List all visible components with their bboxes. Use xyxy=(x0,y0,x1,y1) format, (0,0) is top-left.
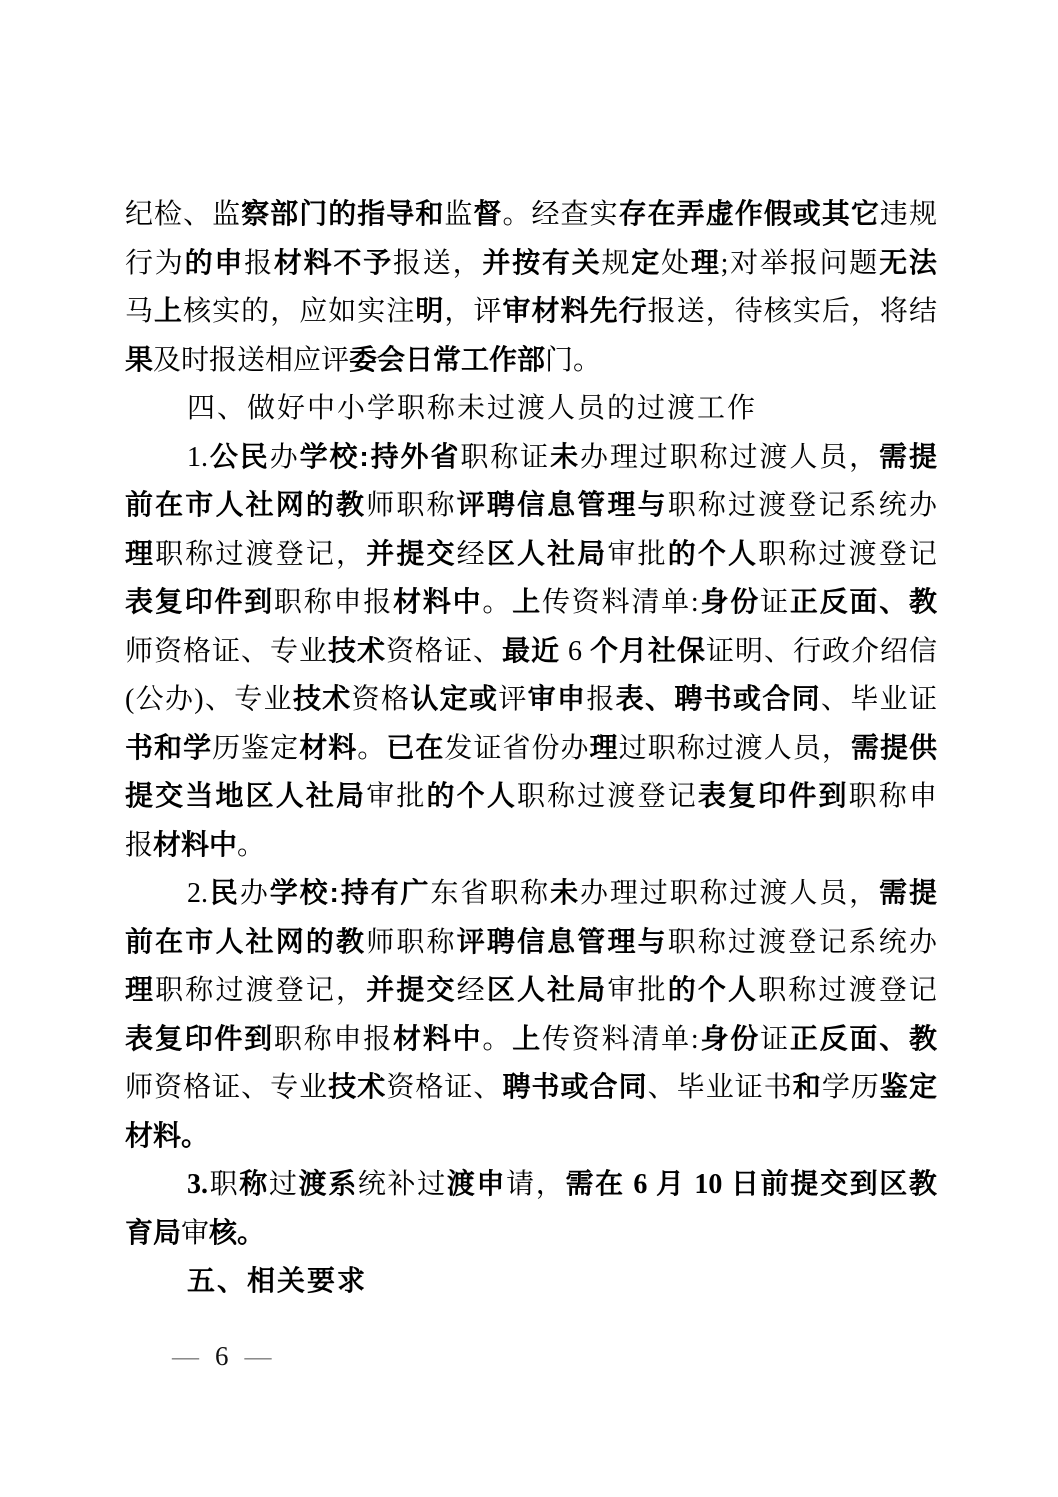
text-segment: 审材料先行 xyxy=(502,295,648,326)
text-segment: 已在 xyxy=(386,731,445,763)
text-line xyxy=(125,1257,937,1306)
text-segment: 职称申报 xyxy=(273,1023,394,1055)
text-segment: 门。 xyxy=(545,344,602,376)
text-segment: 区人社局 xyxy=(486,974,608,1005)
text-segment: 表复印件到 xyxy=(125,586,274,617)
text-segment: 果 xyxy=(125,343,154,375)
text-segment: 并按有关 xyxy=(482,246,602,278)
text-line xyxy=(125,530,937,579)
text-segment: 传资料清单: xyxy=(542,1023,699,1055)
text-segment: 评聘信息管理与 xyxy=(456,925,668,957)
text-segment: (公办)、专业 xyxy=(125,684,293,715)
document-body xyxy=(125,190,937,1306)
text-segment: 称 xyxy=(239,1168,269,1199)
text-segment: 职称过渡登记 xyxy=(758,538,937,570)
text-segment: 。经查实 xyxy=(502,199,619,230)
text-segment: 师职称 xyxy=(366,490,457,521)
text-segment: 身份 xyxy=(698,1022,761,1054)
text-line xyxy=(125,869,937,918)
text-segment: 1. xyxy=(187,441,208,473)
text-line xyxy=(125,239,937,288)
text-segment: 及时报送相应评 xyxy=(153,344,350,376)
text-segment: 书和学 xyxy=(125,731,213,763)
text-segment: 资格 xyxy=(351,684,411,715)
text-segment: 6 xyxy=(559,635,590,667)
text-segment: 前在市人社网的教 xyxy=(125,489,367,520)
text-segment: 证 xyxy=(760,587,790,618)
text-line xyxy=(125,1112,937,1161)
text-segment: 证 xyxy=(760,1023,790,1055)
text-segment: 职称过渡登记， xyxy=(155,975,367,1006)
text-segment: 上 xyxy=(512,586,543,617)
page-number: 6 xyxy=(215,1341,229,1371)
text-segment: 资格证、 xyxy=(386,1072,503,1103)
text-segment: 未 xyxy=(550,440,580,472)
text-segment: 师资格证、专业 xyxy=(125,635,328,667)
text-segment: 日前提交到区教 xyxy=(731,1168,937,1199)
text-line xyxy=(125,287,937,336)
text-segment: 规 xyxy=(601,247,632,279)
text-segment: 认定或 xyxy=(410,683,499,714)
text-segment: 材料中 xyxy=(153,828,238,860)
text-segment: 身份 xyxy=(698,586,761,617)
text-segment: 。 xyxy=(357,732,387,764)
text-segment: 未 xyxy=(550,877,580,908)
text-segment: 理 xyxy=(125,974,156,1005)
text-line xyxy=(125,384,937,433)
text-segment: 四、做好中小学职称未过渡人员的过渡工作 xyxy=(187,392,758,423)
text-segment: 审 xyxy=(181,1217,210,1249)
text-segment: 技术 xyxy=(328,1071,387,1102)
text-segment: 最近 xyxy=(501,634,560,666)
text-segment: ;对举报问题 xyxy=(720,247,880,279)
text-line xyxy=(125,1015,937,1064)
text-segment: 月 xyxy=(656,1168,686,1199)
text-segment: 职 xyxy=(208,1169,240,1200)
text-segment: 理 xyxy=(690,246,721,278)
text-segment: 材料 xyxy=(299,731,358,763)
text-line xyxy=(125,481,937,530)
text-line xyxy=(125,772,937,821)
text-segment: 职称申 xyxy=(848,781,937,812)
text-segment: 察部门的指导和 xyxy=(241,198,445,229)
text-segment: 2. xyxy=(187,878,208,909)
text-segment: 纪检、监 xyxy=(125,199,242,230)
text-line xyxy=(125,627,937,676)
text-segment: 。 xyxy=(482,1023,513,1055)
text-segment: 无法 xyxy=(879,246,937,278)
text-segment: 报 xyxy=(244,247,274,279)
text-segment: 理 xyxy=(589,731,619,763)
text-segment: 学历 xyxy=(821,1072,880,1103)
text-segment: 10 xyxy=(685,1169,731,1200)
text-line xyxy=(125,433,937,482)
text-segment: 定 xyxy=(631,246,662,278)
text-segment: 马 xyxy=(125,296,155,327)
text-segment: 民 xyxy=(208,877,240,908)
text-segment: 理 xyxy=(125,537,156,569)
text-segment: 过职称过渡人员， xyxy=(618,732,851,764)
text-segment: 、毕业证 xyxy=(820,684,937,715)
text-segment: 明 xyxy=(415,295,445,326)
text-segment: 办理过职称过渡人员， xyxy=(580,878,880,909)
text-segment: 师职称 xyxy=(366,926,457,958)
text-segment: 、毕业证书 xyxy=(647,1072,793,1103)
text-segment: 师资格证、专业 xyxy=(125,1072,329,1103)
text-segment: 需提 xyxy=(879,440,937,472)
text-segment: 渡申 xyxy=(446,1168,507,1199)
text-segment: 。 xyxy=(482,587,513,618)
footer-left-dash: — xyxy=(172,1341,199,1371)
text-segment: 职称过渡登记， xyxy=(155,538,367,570)
text-segment: 督 xyxy=(473,198,503,229)
text-segment: 3. xyxy=(187,1169,208,1200)
text-segment: 职称申报 xyxy=(273,587,394,618)
text-segment: 过 xyxy=(268,1169,299,1200)
text-segment: 上 xyxy=(512,1022,543,1054)
text-segment: 。 xyxy=(237,829,266,861)
text-segment: 鉴定 xyxy=(879,1071,937,1102)
text-segment: 职称过渡登记 xyxy=(758,975,937,1006)
text-segment: 材料中 xyxy=(393,586,483,617)
text-segment: 证明、行政介绍信 xyxy=(705,635,937,667)
text-line xyxy=(125,1063,937,1112)
text-segment: 的个人 xyxy=(667,537,759,569)
text-segment: 发证省份办 xyxy=(444,732,590,764)
text-segment: 违规 xyxy=(879,199,937,230)
text-segment: 材料。 xyxy=(125,1119,210,1151)
text-segment: 办 xyxy=(269,441,300,473)
text-segment: 和 xyxy=(792,1071,822,1102)
text-line xyxy=(125,1160,937,1209)
text-segment: 表复印件到 xyxy=(697,780,849,811)
text-segment: 经 xyxy=(456,975,487,1006)
text-line xyxy=(125,190,937,239)
text-segment: 需提 xyxy=(879,877,937,908)
text-segment: 并提交 xyxy=(366,537,457,569)
text-segment: 处 xyxy=(661,247,691,279)
text-segment: 材料中 xyxy=(393,1022,483,1054)
text-segment: 报送， xyxy=(393,247,483,279)
text-line xyxy=(125,1209,937,1258)
text-segment: 技术 xyxy=(327,634,386,666)
text-segment: 的个人 xyxy=(426,780,517,811)
text-segment: 资格证、 xyxy=(385,635,502,667)
text-segment: 审批 xyxy=(607,975,668,1006)
text-segment: 核。 xyxy=(209,1216,266,1248)
text-segment: 聘书或合同 xyxy=(502,1071,648,1102)
text-segment: 五、相关要求 xyxy=(187,1265,368,1296)
text-segment: 学校:持有广 xyxy=(269,877,431,908)
text-segment: 育局 xyxy=(125,1216,182,1248)
text-segment: 上 xyxy=(154,295,184,326)
text-segment: 需在 xyxy=(565,1168,625,1199)
footer-right-dash: — xyxy=(244,1341,272,1371)
text-segment: 职称证 xyxy=(460,441,551,473)
text-segment: 的个人 xyxy=(667,974,759,1005)
text-segment: 需提供 xyxy=(850,731,937,763)
text-segment: 审批 xyxy=(366,781,427,812)
text-segment: 评 xyxy=(498,684,528,715)
text-segment: 统补过 xyxy=(357,1169,447,1200)
text-segment: 并提交 xyxy=(366,974,457,1005)
text-segment: 正反面、教 xyxy=(789,586,937,617)
text-line xyxy=(125,966,937,1015)
text-segment: 个月社保 xyxy=(589,634,706,666)
text-segment: 行为 xyxy=(125,247,185,279)
text-segment: ，评 xyxy=(444,296,503,327)
text-line xyxy=(125,675,937,724)
text-segment: 请， xyxy=(506,1169,566,1200)
text-segment: 办理过职称过渡人员， xyxy=(580,441,880,473)
text-segment: 存在弄虚作假或其它 xyxy=(618,198,880,229)
text-segment: 报 xyxy=(586,684,616,715)
text-line xyxy=(125,821,937,870)
text-segment: 6 xyxy=(624,1169,657,1200)
text-segment: 职称过渡登记 xyxy=(516,781,698,812)
text-segment: 表复印件到 xyxy=(125,1022,274,1054)
text-segment: 委会日常工作部 xyxy=(349,343,546,375)
text-segment: 材料不予 xyxy=(273,246,394,278)
text-segment: 的申 xyxy=(184,246,245,278)
text-segment: 审批 xyxy=(607,538,668,570)
text-segment: 报送，待核实后，将结 xyxy=(647,296,937,327)
text-segment: 区人社局 xyxy=(486,537,608,569)
page-footer xyxy=(158,1338,286,1374)
text-line xyxy=(125,918,937,967)
text-segment: 前在市人社网的教 xyxy=(125,925,367,957)
text-segment: 审申 xyxy=(527,683,587,714)
text-segment: 核实的，应如实注 xyxy=(183,296,416,327)
text-segment: 监 xyxy=(444,199,474,230)
text-segment: 职称过渡登记系统办 xyxy=(667,490,937,521)
text-segment: 渡系 xyxy=(298,1168,358,1199)
text-segment: 传资料清单: xyxy=(542,587,699,618)
text-segment: 提交当地区人社局 xyxy=(125,780,367,811)
text-segment: 公民 xyxy=(208,440,270,472)
text-segment: 评聘信息管理与 xyxy=(456,489,668,520)
text-segment: 职称过渡登记系统办 xyxy=(667,926,937,958)
text-segment: 报 xyxy=(125,829,154,861)
text-segment: 办 xyxy=(239,878,270,909)
text-line xyxy=(125,336,937,385)
text-segment: 学校:持外省 xyxy=(299,440,461,472)
text-segment: 正反面、教 xyxy=(789,1022,937,1054)
text-segment: 历鉴定 xyxy=(212,732,300,764)
text-line xyxy=(125,724,937,773)
text-line xyxy=(125,578,937,627)
text-segment: 东省职称 xyxy=(430,878,551,909)
text-segment: 经 xyxy=(456,538,487,570)
text-segment: 表、聘书或合同 xyxy=(615,683,821,714)
text-segment: 技术 xyxy=(292,683,352,714)
